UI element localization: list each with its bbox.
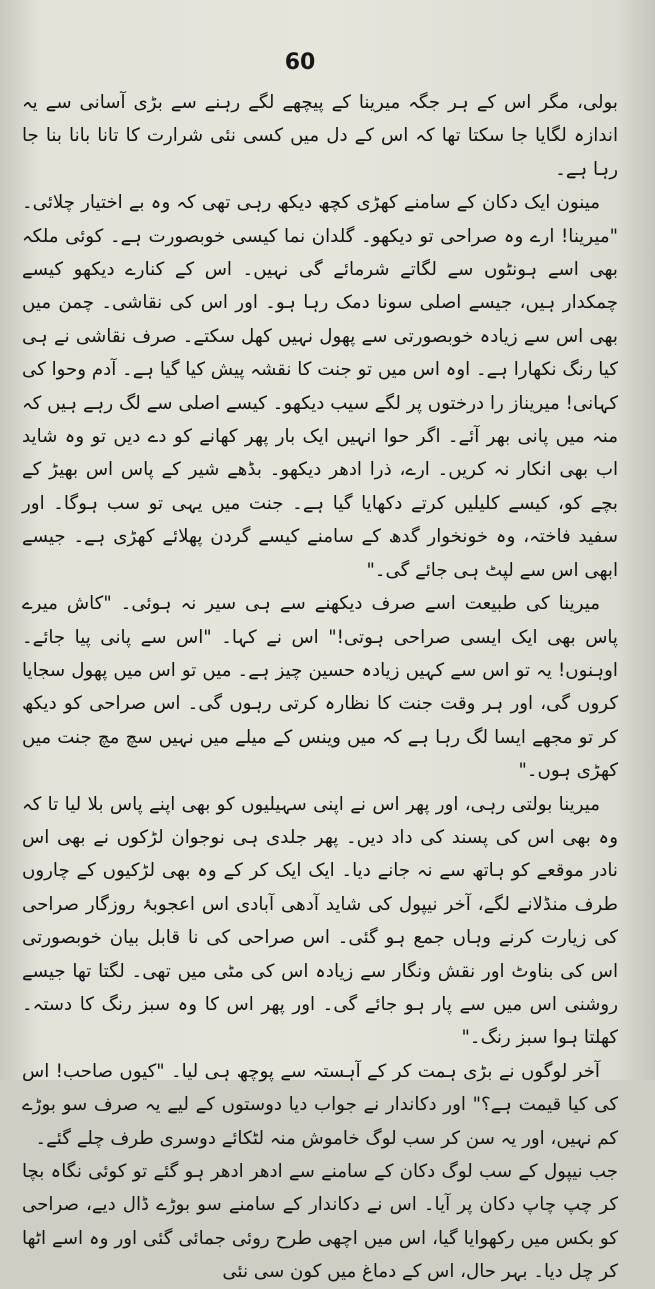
- paragraph: میرینا کی طبیعت اسے صرف دیکھنے سے ہی سیر نہ ہوئی۔ "کاش میرے پاس بھی ایک ایسی صراحی ہوتی!" اس نے کہا۔ "اس سے پانی پیا جائے۔ اوہنوں! یہ تو اس سے کہیں زیادہ حسین چیز ہے۔ میں تو اس میں پھول سجایا کروں گی، اور ہر وقت جنت کا نظارہ کرتی رہوں گی۔ اس صراحی کو دیکھ کر تو مجھے ایسا لگ رہا ہے کہ میں وینس کے میلے میں نہیں سچ مچ جنت میں کھڑی ہوں۔": [22, 593, 618, 782]
- paragraph: میرینا بولتی رہی، اور پھر اس نے اپنی سہیلیوں کو بھی اپنے پاس بلا لیا تا کہ وہ بھی اس کی پسند کی داد دیں۔ پھر جلدی ہی نوجوان لڑکوں نے بھی اس نادر موقعے کو ہاتھ سے نہ جانے دیا۔ ایک ایک کر کے وہ بھی لڑکیوں کے چاروں طرف منڈلانے لگے، آخر نیپول کی شاید آدھی آبادی اس اعجوبۂ روزگار صراحی کی زیارت کرنے وہاں جمع ہو گئی۔ اس صراحی کی نا قابل بیان خوبصورتی اس کی بناوٹ اور نقش ونگار سے زیادہ اس کی مٹی میں تھی۔ لگتا تھا جیسے روشنی اس میں سے پار ہو جائے گی۔ اور پھر اس کا وہ سبز رنگ کا دستہ۔ کھلتا ہوا سبز رنگ۔": [22, 793, 618, 1049]
- paragraph: مینون ایک دکان کے سامنے کھڑی کچھ دیکھ رہی تھی کہ وہ بے اختیار چلائی۔ "میرینا! ارے وہ صراحی تو دیکھو۔ گلدان نما کیسی خوبصورت ہے۔ کوئی ملکہ بھی اسے ہونٹوں سے لگاتے شرمائے گی نہیں۔ اس کے کنارے دیکھو کیسے چمکدار ہیں، جیسے اصلی سونا دمک رہا ہو۔ اور اس کی نقاشی۔ چمن میں بھی اس سے زیادہ خوبصورتی سے پھول نہیں کھل سکتے۔ صرف نقاشی نے ہی کیا رنگ نکھارا ہے۔ اوہ اس میں تو جنت کا نقشہ پیش کیا گیا ہے۔ آدم وحوا کی کہانی! میریناز را درختوں پر لگے سیب دیکھو۔ کیسے اصلی سے لگ رہے ہیں کہ منہ میں پانی بھر آئے۔ اگر حوا انہیں ایک بار پھر کھانے کو دے دیں تو وہ شاید اب بھی انکار نہ کریں۔ ارے، ذرا ادھر دیکھو۔ بڈھے شیر کے پاس اس بھیڑ کے بچے کو، کیسے کلیلیں کرتے دکھایا گیا ہے۔ جنت میں یہی تو سب ہوگا۔ اور سفید فاختہ، وہ خونخوار گدھ کے سامنے کیسے گردن پھلائے کھڑی ہے۔ جیسے ابھی اس سے لپٹ ہی جائے گی۔": [22, 192, 618, 581]
- paragraph: آخر لوگوں نے بڑی ہمت کر کے آہستہ سے پوچھ ہی لیا۔ "کیوں صاحب! اس کی کیا قیمت ہے؟" اور دکاندار نے جواب دیا دوستوں کے لیے یہ صرف سو بوڑے کم نہیں، اور یہ سن کر سب لوگ خاموش منہ لٹکائے دوسری طرف چلے گئے۔: [22, 1060, 618, 1149]
- paragraph: جب نیپول کے سب لوگ دکان کے سامنے سے ادھر ادھر ہو گئے تو کوئی نگاہ بچا کر چپ چاپ دکان پر آیا۔ اس نے دکاندار کے سامنے سو بوڑے ڈال دیے، صراحی کو بکس میں رکھوایا گیا، اس میں اچھی طرح روئی جمائی گئی اور وہ اسے اٹھا کر چل دیا۔ بہر حال، اس کے دماغ میں کون سی نئی: [22, 1161, 618, 1283]
- page-body: [22, 86, 618, 1289]
- page-number: 60: [284, 50, 316, 75]
- paragraph: بولی، مگر اس کے ہر جگہ میرینا کے پیچھے لگے رہنے سے بڑی آسانی سے یہ اندازہ لگایا جا سکتا تھا کہ اس کے دل میں کسی نئی شرارت کا تانا بانا بنا جا رہا ہے۔: [22, 92, 618, 180]
